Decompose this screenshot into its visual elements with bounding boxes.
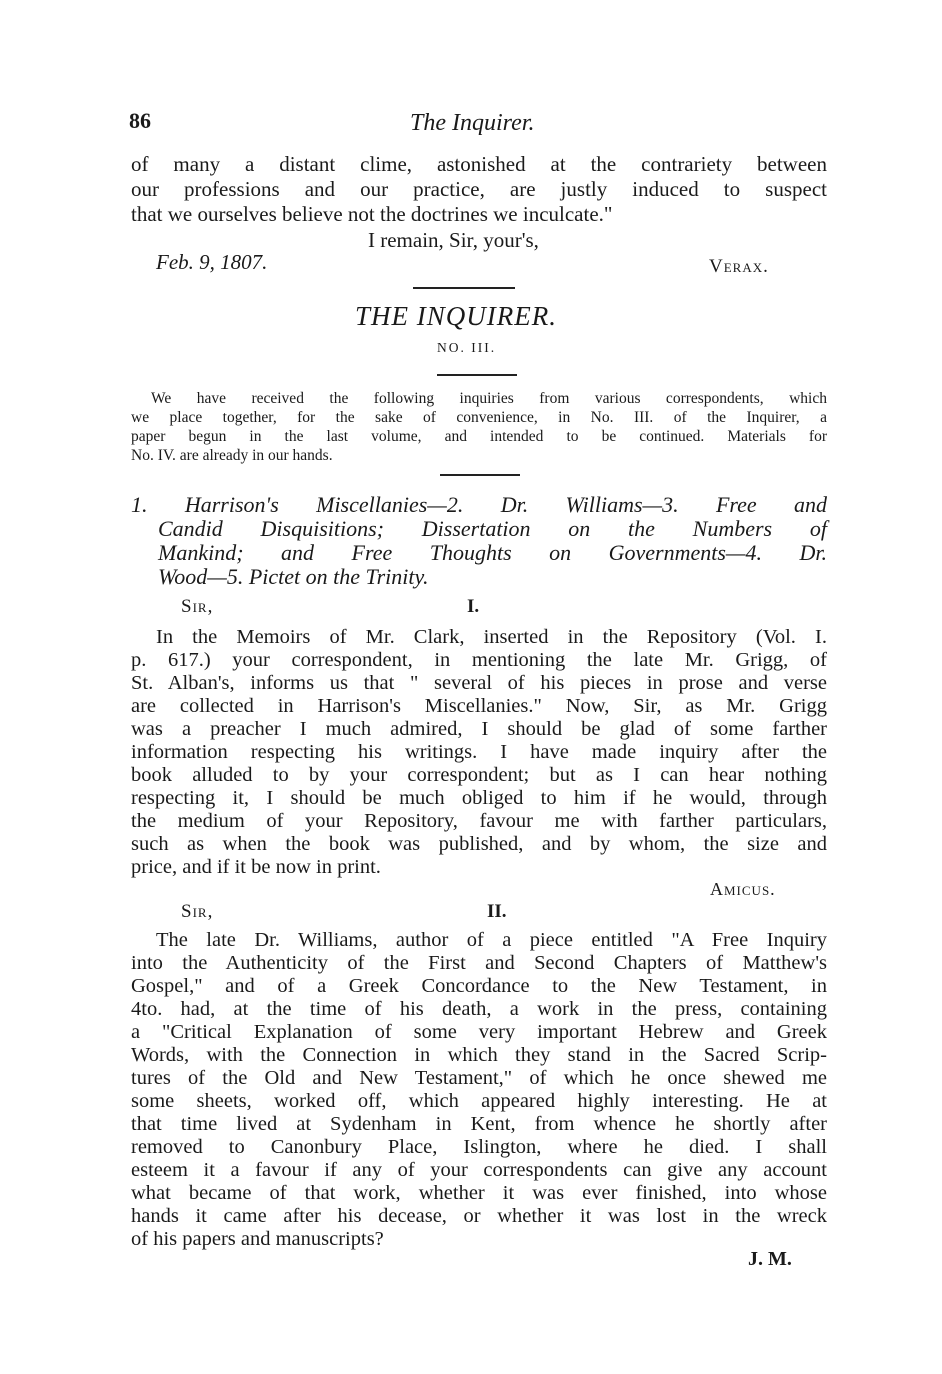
page-number: 86 xyxy=(129,108,151,133)
contents-line: Mankind; and Free Thoughts on Governments—4. Dr. xyxy=(158,540,827,565)
letter-line: the medium of your Repository, favour me with farther particulars, xyxy=(131,810,827,832)
letter-line: tures of the Old and New Testament," of which he once shewed me xyxy=(131,1067,827,1089)
divider xyxy=(437,374,517,376)
prev-letter-line: our professions and our practice, are justly induced to suspect xyxy=(131,177,827,201)
letter-line: p. 617.) your correspondent, in mentioning the late Mr. Grigg, of xyxy=(131,649,827,671)
contents-line: Candid Disquisitions; Dissertation on the Numbers of xyxy=(158,516,827,541)
letter-numeral: II. xyxy=(487,901,507,922)
letter-salutation: Sir, xyxy=(181,901,214,922)
letter-numeral: I. xyxy=(467,596,480,617)
letter-line: some sheets, worked off, which appeared highly interesting. He at xyxy=(131,1090,827,1112)
divider xyxy=(413,287,515,289)
editor-note-line: paper begun in the last volume, and intended to be continued. Materials for xyxy=(131,428,827,445)
section-title: THE INQUIRER. xyxy=(355,301,557,331)
prev-letter-line: of many a distant clime, astonished at the contrariety between xyxy=(131,152,827,176)
contents-line: Wood—5. Pictet on the Trinity. xyxy=(158,564,429,589)
letter-line: a "Critical Explanation of some very important Hebrew and Greek xyxy=(131,1021,827,1043)
letter-line: of his papers and manuscripts? xyxy=(131,1228,384,1250)
letter-line: 4to. had, at the time of his death, a work in the press, containing xyxy=(131,998,827,1020)
letter-line: In the Memoirs of Mr. Clark, inserted in the Repository (Vol. I. xyxy=(156,626,827,648)
letter-line: into the Authenticity of the First and Second Chapters of Matthew's xyxy=(131,952,827,974)
letter-line: information respecting his writings. I have made inquiry after the xyxy=(131,741,827,763)
letter-line: was a preacher I much admired, I should be glad of some farther xyxy=(131,718,827,740)
signature-verax: Verax. xyxy=(709,256,769,277)
letter-line: respecting it, I should be much obliged to him if he would, through xyxy=(131,787,827,809)
letter-line: book alluded to by your correspondent; but as I can hear nothing xyxy=(131,764,827,786)
contents-line: 1. Harrison's Miscellanies—2. Dr. Williams—3. Free and xyxy=(131,492,827,517)
editor-note-line: No. IV. are already in our hands. xyxy=(131,447,333,464)
letter-line: are collected in Harrison's Miscellanies." Now, Sir, as Mr. Grigg xyxy=(131,695,827,717)
closing-line: I remain, Sir, your's, xyxy=(368,228,539,252)
editor-note-line: We have received the following inquiries from various correspondents, which xyxy=(151,390,827,407)
letter-line: esteem it a favour if any of your correspondents can give any account xyxy=(131,1159,827,1181)
editor-note-line: we place together, for the sake of convenience, in No. III. of the Inquirer, a xyxy=(131,409,827,426)
letter-line: such as when the book was published, and by whom, the size and xyxy=(131,833,827,855)
section-number: NO. III. xyxy=(437,340,497,355)
letter-line: Words, with the Connection in which they stand in the Sacred Scrip- xyxy=(131,1044,827,1066)
letter-line: that time lived at Sydenham in Kent, from whence he shortly after xyxy=(131,1113,827,1135)
prev-letter-line: that we ourselves believe not the doctrines we inculcate." xyxy=(131,202,613,226)
signature-jm: J. M. xyxy=(748,1248,792,1270)
letter-line: removed to Canonbury Place, Islington, where he died. I shall xyxy=(131,1136,827,1158)
letter-line: hands it came after his decease, or whether it was lost in the wreck xyxy=(131,1205,827,1227)
running-title: The Inquirer. xyxy=(410,110,535,136)
letter-salutation: Sir, xyxy=(181,596,214,617)
letter-line: price, and if it be now in print. xyxy=(131,856,381,878)
signature-amicus: Amicus. xyxy=(710,879,776,899)
divider xyxy=(440,474,520,476)
letter-line: Gospel," and of a Greek Concordance to the New Testament, in xyxy=(131,975,827,997)
letter-line: what became of that work, whether it was ever finished, into whose xyxy=(131,1182,827,1204)
letter-date: Feb. 9, 1807. xyxy=(156,250,268,274)
letter-line: St. Alban's, informs us that " several of his pieces in prose and verse xyxy=(131,672,827,694)
letter-line: The late Dr. Williams, author of a piece entitled "A Free Inquiry xyxy=(156,929,827,951)
